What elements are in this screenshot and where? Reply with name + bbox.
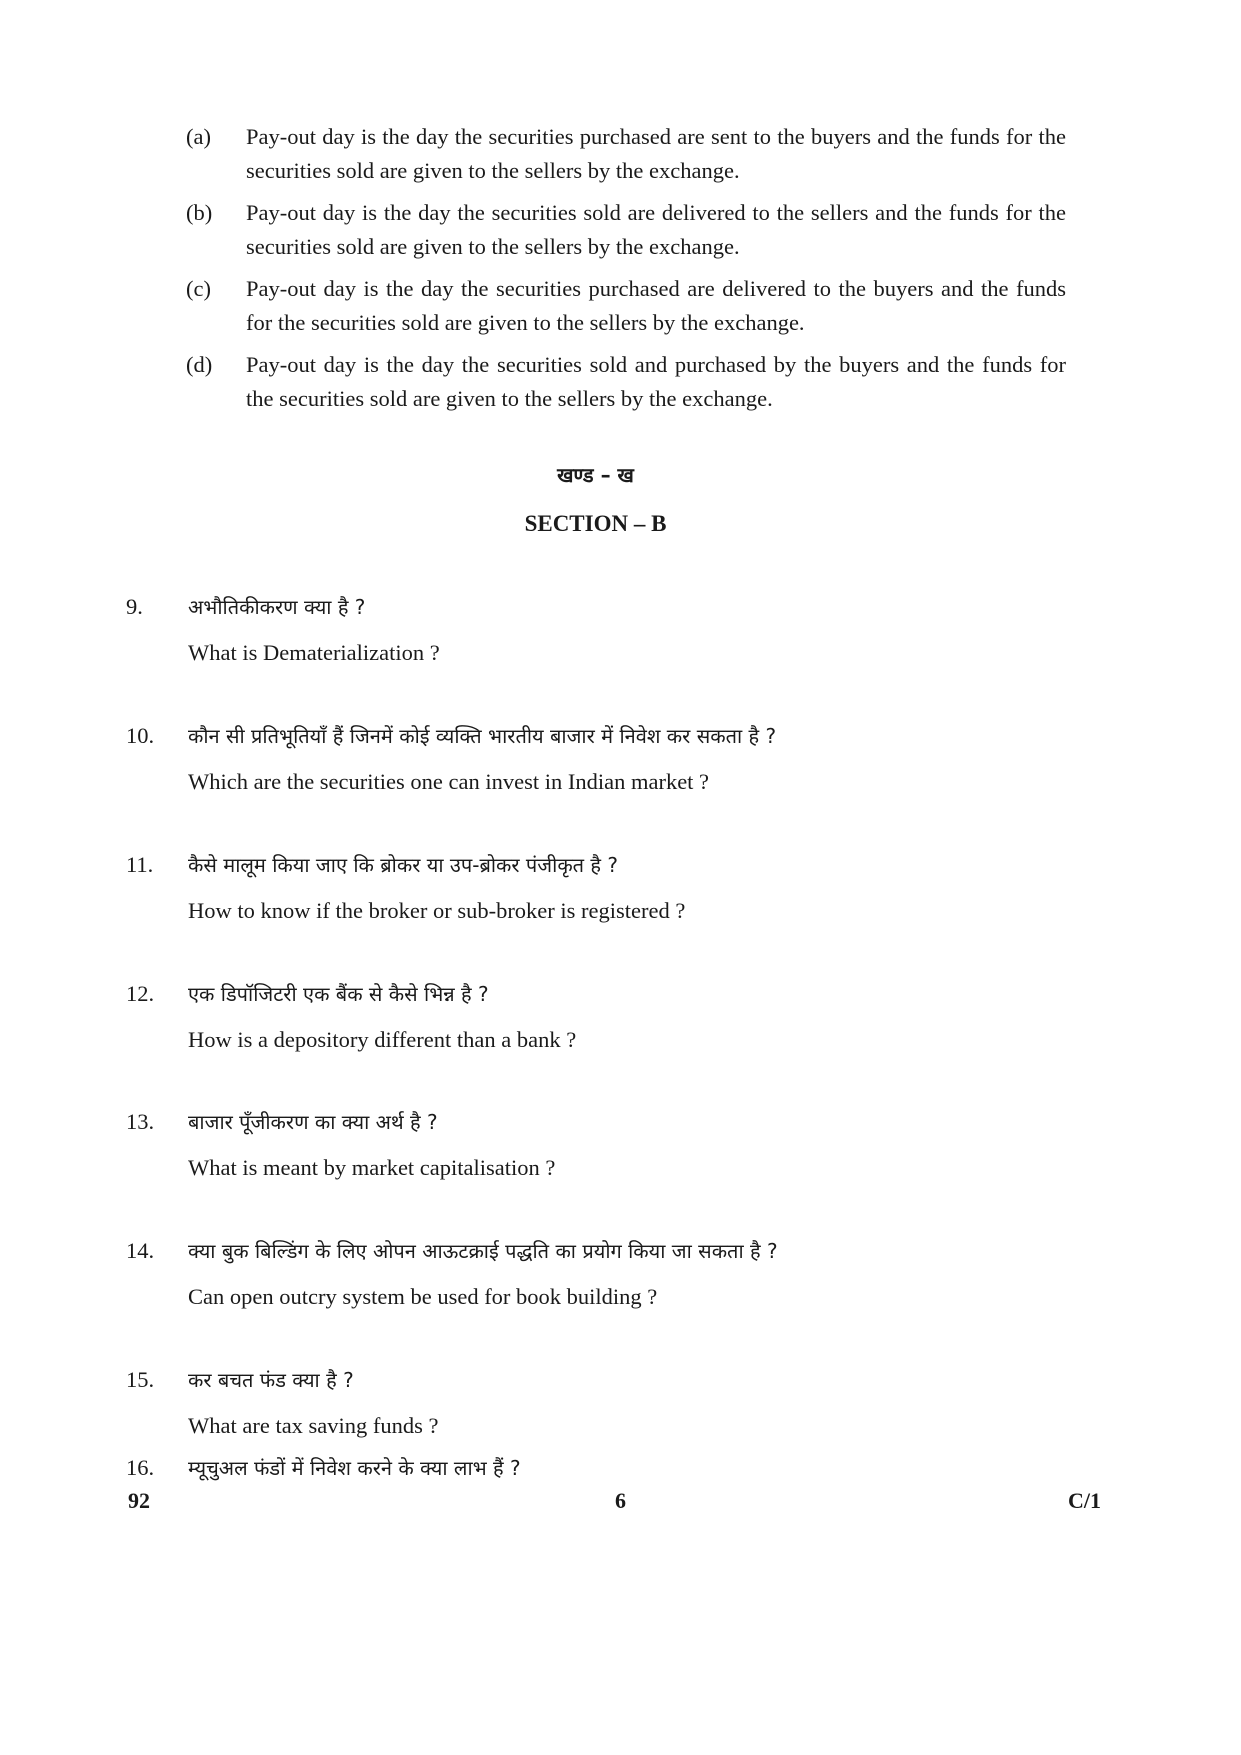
section-heading-hindi: खण्ड – ख [557,463,634,487]
question-number: 13. [126,1109,155,1134]
question-text-hindi: क्या बुक बिल्डिंग के लिए ओपन आऊटक्राई पद्धति का प्रयोग किया जा सकता है ? [188,1239,778,1263]
question-text-english: What is Dematerialization ? [188,640,440,665]
footer-page-number: 6 [615,1488,626,1513]
question-text-hindi: अभौतिकीकरण क्या है ? [188,595,366,619]
option-a [186,120,1066,188]
question-text-english: How to know if the broker or sub-broker is registered ? [188,898,686,923]
option-c [186,272,1066,340]
question-text-english: Which are the securities one can invest in Indian market ? [188,769,710,794]
question-text-hindi: कैसे मालूम किया जाए कि ब्रोकर या उप-ब्रोकर पंजीकृत है ? [188,853,619,877]
option-text: Pay-out day is the day the securities sold are delivered to the sellers and the funds for the securities sold are given to the sellers by the exchange. [246,200,1066,259]
question-text-hindi: कर बचत फंड क्या है ? [188,1368,354,1392]
option-text: Pay-out day is the day the securities sold and purchased by the buyers and the funds for the securities sold are given to the sellers by the exchange. [246,352,1066,411]
option-text: Pay-out day is the day the securities purchased are delivered to the buyers and the funds for the securities sold are given to the sellers by the exchange. [246,276,1066,335]
question-text-hindi: बाजार पूँजीकरण का क्या अर्थ है ? [188,1110,438,1134]
question-text-hindi: एक डिपॉजिटरी एक बैंक से कैसे भिन्न है ? [188,982,489,1006]
section-heading-english: SECTION – B [524,511,667,536]
question-text-english: Can open outcry system be used for book building ? [188,1284,658,1309]
option-letter: (b) [186,200,213,225]
question-text-english: What is meant by market capitalisation ? [188,1155,556,1180]
question-text-hindi: म्यूचुअल फंडों में निवेश करने के क्या लाभ हैं ? [188,1456,521,1480]
question-number: 10. [126,723,155,748]
footer-set: C/1 [1068,1488,1101,1513]
option-d [186,348,1066,416]
question-number: 9. [126,594,143,619]
question-text-english: What are tax saving funds ? [188,1413,439,1438]
question-text-hindi: कौन सी प्रतिभूतियाँ हैं जिनमें कोई व्यक्ति भारतीय बाजार में निवेश कर सकता है ? [188,724,777,748]
question-number: 12. [126,981,155,1006]
question-number: 11. [126,852,154,877]
option-letter: (a) [186,124,211,149]
question-number: 14. [126,1238,155,1263]
question-text-english: How is a depository different than a bank ? [188,1027,577,1052]
footer-code: 92 [128,1488,150,1513]
option-b [186,196,1066,264]
question-number: 15. [126,1367,155,1392]
question-number: 16. [126,1455,155,1480]
option-letter: (c) [186,276,211,301]
option-letter: (d) [186,352,213,377]
mcq-options [186,120,1066,424]
option-text: Pay-out day is the day the securities purchased are sent to the buyers and the funds for the securities sold are given to the sellers by the exchange. [246,124,1066,183]
